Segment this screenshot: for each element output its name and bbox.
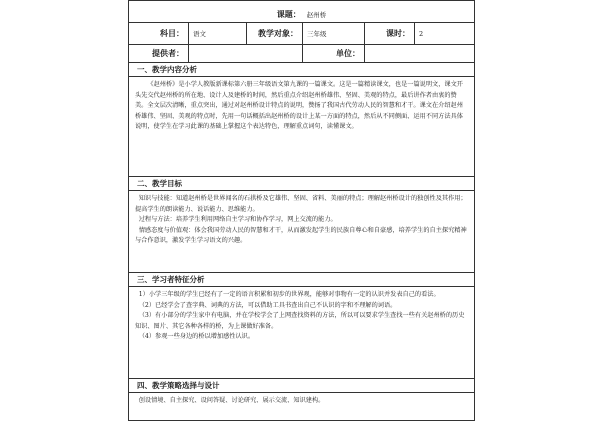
section-2-heading-row [129, 177, 475, 191]
lesson-plan-sheet [128, 0, 474, 404]
section-body [129, 77, 475, 177]
unit-label: 单位： [303, 45, 365, 63]
subject-label: 科目： [129, 23, 189, 45]
section-4-heading-row [129, 379, 475, 393]
hours-value: 2 [415, 23, 475, 45]
section-1-heading-row [129, 63, 475, 77]
section-heading: 三、学习者特征分析 [129, 273, 475, 287]
title-value: 赵州桥 [306, 11, 327, 19]
section-1-body-row [129, 77, 475, 177]
provider-row [129, 45, 475, 63]
section-3-body-row [129, 287, 475, 379]
target-value: 三年级 [303, 23, 365, 45]
target-label: 教学对象： [247, 23, 303, 45]
paragraph: 知识与技能：知道赵州桥是世界闻名的石拱桥及它雄伟、坚固、省料、美丽的特点；理解赵州桥设计的独创性及其作用；提高学生的朗读能力、说话能力、思维能力。 [135, 195, 467, 213]
title-cell [129, 1, 475, 23]
section-2-body-row [129, 191, 475, 273]
paragraph: 过程与方法：培养学生利用网络自主学习和协作学习，网上交流的能力。 [138, 216, 337, 224]
paragraph: 情感态度与价值观：体会我国劳动人民的智慧和才干，从而激发起学生的民族自尊心和自豪感，培养学生的自主探究精神与合作意识，激发学生学习语文的兴趣。 [135, 226, 467, 245]
title-row [129, 1, 475, 23]
section-4-body-row [129, 393, 475, 421]
section-heading: 二、教学目标 [129, 177, 475, 191]
section-3-heading-row [129, 273, 475, 287]
section-body [129, 393, 475, 421]
provider-value [189, 45, 303, 63]
section-body [129, 191, 475, 273]
paragraph: （4）参观一些身边的桥以增加感性认识。 [138, 333, 255, 341]
unit-value [365, 45, 475, 63]
paragraph: （2）已经学会了查字典、词典的方法，可以借助工具书查出自己不认识的字和不理解的词语。 [138, 301, 397, 309]
lesson-plan-table [128, 0, 475, 421]
title-label: 课题： [276, 10, 301, 19]
provider-label: 提供者： [129, 45, 189, 63]
paragraph: 创设情境、自主探究、设问答疑、讨论研究、展示交流、知识建构。 [138, 397, 325, 404]
section-heading: 四、教学策略选择与设计 [129, 379, 475, 393]
hours-label: 课时： [365, 23, 415, 45]
section-heading: 一、教学内容分析 [129, 63, 475, 77]
subject-value: 语文 [189, 23, 247, 45]
paragraph: （3）有小部分的学生家中有电脑，并在学校学会了上网查找资料的方法，所以可以要求学生查找一些有关赵州桥的历史知识、图片、其它各种各样的桥，为上课做好准备。 [135, 312, 465, 330]
paragraph: 1）小学三年级的学生已经有了一定的语言积累和初步的世界观，能够对事物有一定的认识并发表自己的看法。 [138, 291, 440, 298]
section-body [129, 287, 475, 379]
meta-row [129, 23, 475, 45]
paragraph: 《赵州桥》是小学人教版新课标第六册三年级语文第九课的一篇课文。这是一篇精读课文，也是一篇说明文，课文开头先交代赵州桥的所在地、设计人及建桥的时间，然后重点介绍赵州桥雄伟、坚固、美观的特点，最后讲作者由衷的赞美。全文层次清晰，重点突出，通过对赵州桥设计特点的说明，赞扬了我国古代劳动人民的智慧和才干。课文在介绍赵州桥雄伟、坚固、美观的特点时，先用一句话概括出赵州桥的设计上某一方面的特点，然后从不同侧面、运用不同方法具体说明，使学生在学习此课的基础上掌握这个表达特色，理解重点词句，读懂课文。 [135, 81, 463, 131]
